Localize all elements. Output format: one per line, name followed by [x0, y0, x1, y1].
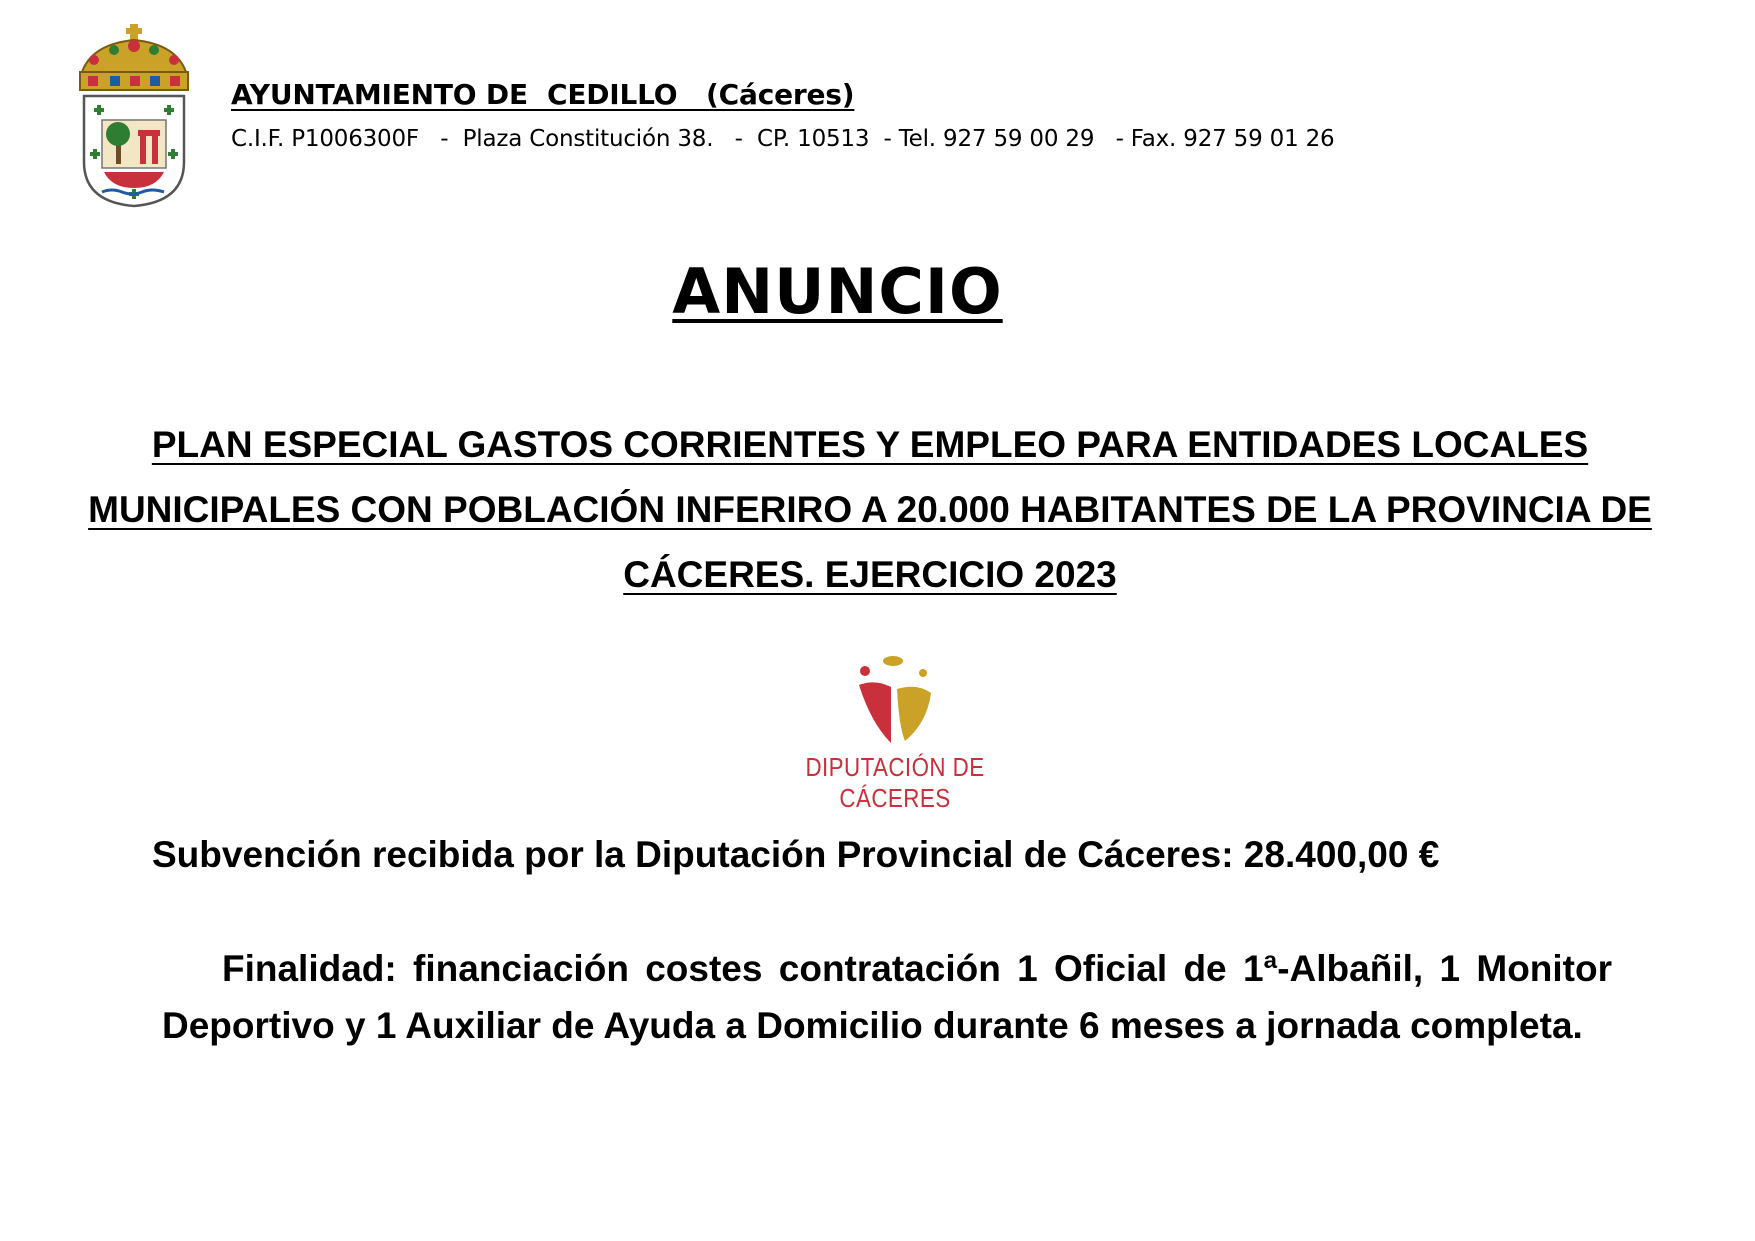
subsidy-amount-text: Subvención recibida por la Diputación Provincial de Cáceres: 28.400,00 €: [152, 834, 1440, 875]
coat-of-arms-icon: [72, 22, 196, 208]
plan-heading: PLAN ESPECIAL GASTOS CORRIENTES Y EMPLEO PARA ENTIDADES LOCALES MUNICIPALES CON POBLACIÓN INFERIRO A 20.000 HABITANTES DE LA PROVINCIA DE CÁCERES. EJERCICIO 2023: [88, 424, 1652, 595]
diputacion-name: DIPUTACIÓN DE CÁCERES: [805, 752, 985, 813]
purpose-paragraph: Finalidad: financiación costes contratación 1 Oficial de 1ª-Albañil, 1 Monitor Deportivo y 1 Auxiliar de Ayuda a Domicilio durante 6 meses a jornada completa.: [162, 948, 1612, 1046]
town-hall-title: AYUNTAMIENTO DE CEDILLO (Cáceres): [231, 78, 855, 111]
diputacion-logo-icon: [853, 653, 933, 745]
town-hall-contact-info: C.I.F. P1006300F - Plaza Constitución 38. - CP. 10513 - Tel. 927 59 00 29 - Fax. 927 59 01 26: [231, 126, 1335, 152]
announcement-title: ANUNCIO: [672, 255, 1003, 328]
